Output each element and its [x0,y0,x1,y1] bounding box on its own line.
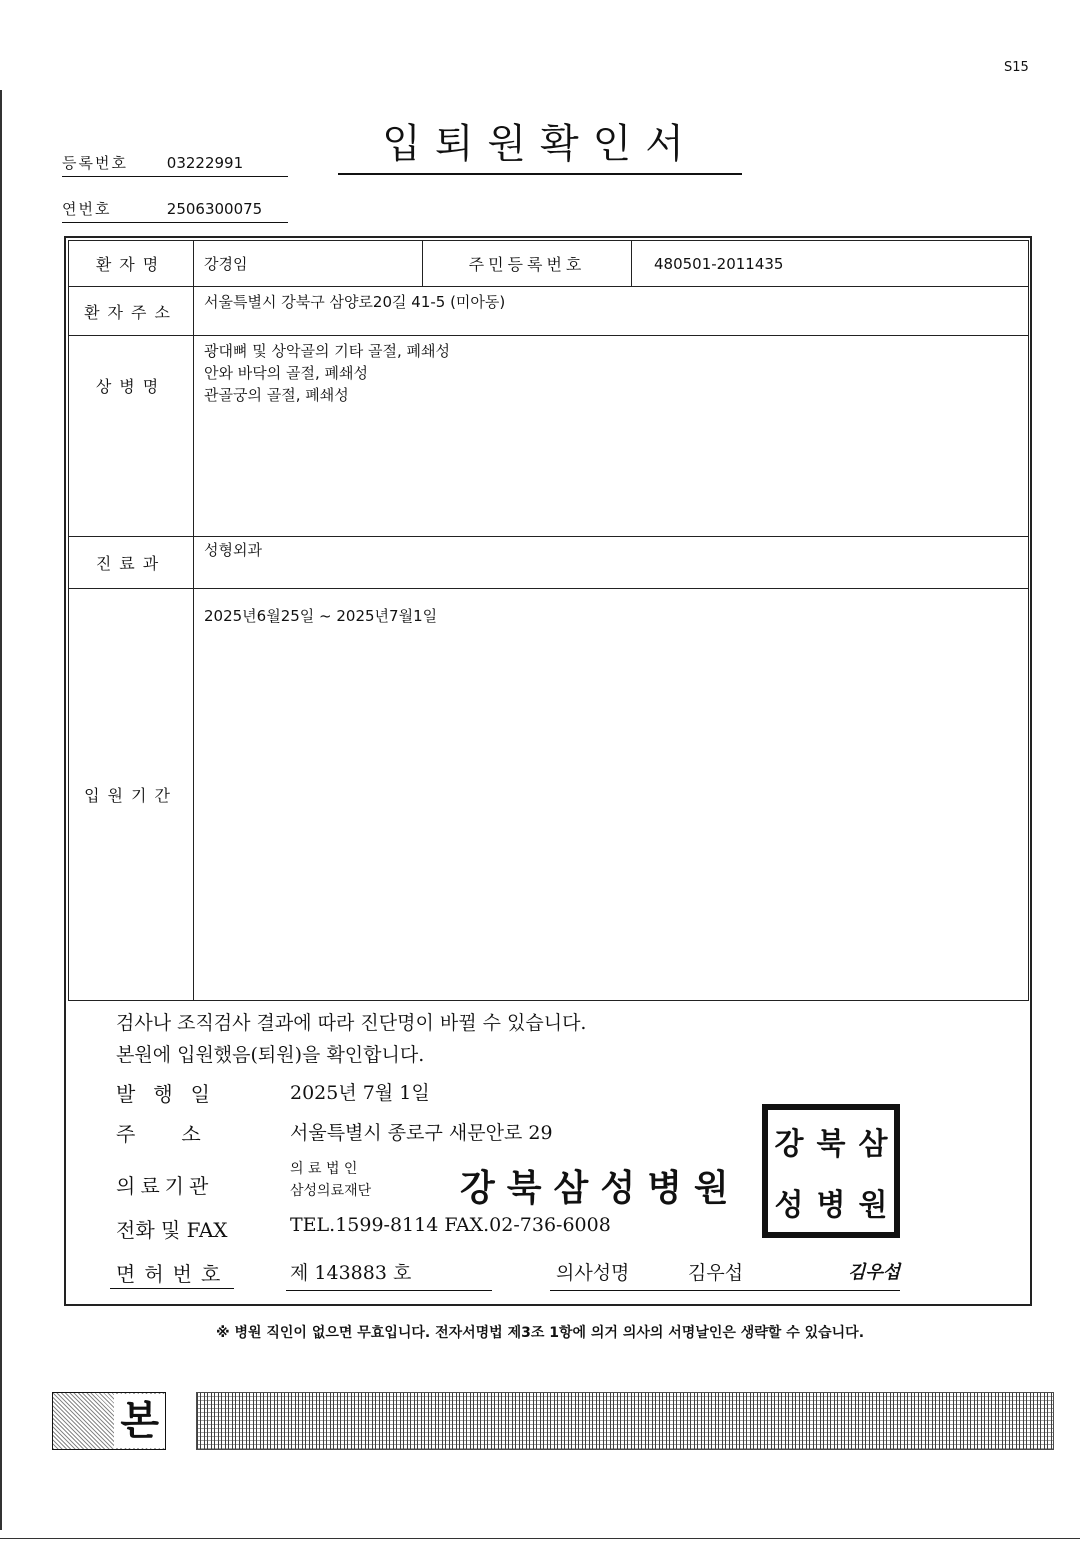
note-diagnosis-change: 검사나 조직검사 결과에 따라 진단명이 바뀔 수 있습니다. [116,1012,587,1034]
corporation-type [290,1158,371,1202]
issue-date-value: 2025년 7월 1일 [290,1082,430,1104]
diagnosis-item: 관골궁의 골절, 폐쇄성 [204,386,349,404]
validity-notice: ※ 병원 직인이 없으면 무효입니다. 전자서명법 제3조 1항에 의거 의사의 서명날인은 생략할 수 있습니다. [215,1325,865,1341]
hospital-name: 강북삼성병원 [460,1167,741,1209]
doctor-label: 의사성명 [556,1262,630,1284]
note-confirmation: 본원에 입원했음(퇴원)을 확인합니다. [116,1044,425,1066]
page-code: S15 [1004,60,1029,75]
left-edge-rule [0,90,2,1530]
serial-number-value: 2506300075 [166,200,263,218]
license-value: 제 143883 호 [290,1262,412,1284]
doctor-signature: 김우섭 [848,1262,901,1283]
department-label: 진료과 [69,537,194,589]
diagnosis-list [194,336,1028,416]
seal-char: 북 [816,1126,846,1162]
contact-value: TEL.1599-8114 FAX.02-736-6008 [290,1214,611,1236]
doctor-name: 김우섭 [688,1262,744,1284]
patient-name-label: 환자명 [69,241,194,287]
hospital-address-label: 주소 [116,1122,247,1146]
diagnosis-item: 광대뼈 및 상악골의 기타 골절, 폐쇄성 [204,342,450,360]
corporation-type-text: 의 료 법 인 [290,1161,358,1177]
doctor-underline [550,1290,900,1291]
hospital-address-value: 서울특별시 종로구 새문안로 29 [290,1122,553,1144]
original-copy-badge [52,1392,166,1450]
license-label-underline [110,1288,234,1289]
resident-number-label: 주민등록번호 [423,241,632,287]
security-barcode [196,1392,1054,1450]
seal-char: 성 [774,1187,804,1223]
patient-address-label: 환자주소 [69,287,194,336]
patient-name-value: 강경임 [204,254,248,273]
serial-number [62,198,288,223]
admission-period-value: 2025년6월25일 ~ 2025년7월1일 [204,607,438,625]
seal-char: 삼 [858,1126,888,1162]
department-value: 성형외과 [204,541,262,559]
seal-char: 강 [774,1126,804,1162]
admission-period-label: 입원기간 [69,589,194,1001]
license-label: 면허번호 [116,1262,230,1286]
institution-label: 의료기관 [116,1174,214,1198]
bottom-edge-rule [0,1538,1080,1539]
serial-number-label: 연번호 [62,200,112,218]
original-copy-label: 본 [114,1394,165,1448]
contact-label: 전화 및 FAX [116,1218,228,1242]
registration-number [62,152,288,177]
patient-address-value: 서울특별시 강북구 삼양로20길 41-5 (미아동) [204,293,506,311]
issue-date-label: 발행일 [116,1082,228,1106]
diagnosis-label: 상병명 [69,336,194,537]
license-value-underline [286,1290,492,1291]
resident-number-value: 480501-2011435 [654,254,784,273]
registration-number-label: 등록번호 [62,154,128,172]
seal-char: 원 [858,1187,888,1223]
document-title: 입퇴원확인서 [338,112,742,175]
registration-number-value: 03222991 [166,154,244,172]
diagnosis-item: 안와 바닥의 골절, 폐쇄성 [204,364,368,382]
patient-info-table [68,240,1029,1001]
hospital-seal [762,1104,900,1238]
foundation-name: 삼성의료재단 [290,1183,372,1199]
seal-char: 병 [816,1187,846,1223]
